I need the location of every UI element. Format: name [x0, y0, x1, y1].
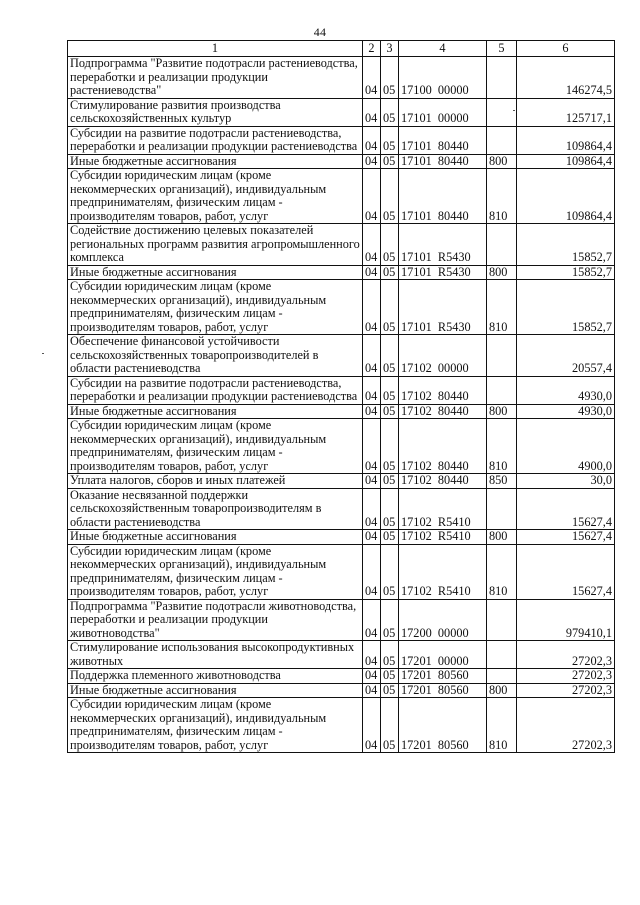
row-section-cell: 04 — [363, 544, 381, 599]
row-name-cell: Поддержка племенного животноводства — [68, 669, 363, 684]
col-header-2: 2 — [363, 41, 381, 57]
table-row — [68, 154, 615, 169]
row-target-code-cell: 17200 00000 — [399, 599, 487, 641]
row-section-cell: 04 — [363, 530, 381, 545]
col-header-4: 4 — [399, 41, 487, 57]
row-section-cell: 04 — [363, 669, 381, 684]
row-subsection-cell: 05 — [381, 280, 399, 335]
table-row — [68, 98, 615, 126]
table-row — [68, 57, 615, 99]
row-name-cell: Субсидии юридическим лицам (кроме некоммерческих организаций), индивидуальным предпринимателям, физическим лицам - производителям товаров, работ, услуг — [68, 544, 363, 599]
row-expense-type-cell: 800 — [487, 404, 517, 419]
row-target-code-cell: 17201 00000 — [399, 641, 487, 669]
row-subsection-cell: 05 — [381, 98, 399, 126]
row-expense-type-cell: 800 — [487, 683, 517, 698]
row-subsection-cell: 05 — [381, 265, 399, 280]
row-expense-type-cell: 810 — [487, 544, 517, 599]
row-subsection-cell: 05 — [381, 698, 399, 753]
row-section-cell: 04 — [363, 335, 381, 377]
row-subsection-cell: 05 — [381, 474, 399, 489]
row-subsection-cell: 05 — [381, 404, 399, 419]
row-name-cell: Иные бюджетные ассигнования — [68, 265, 363, 280]
table-row — [68, 419, 615, 474]
table-row — [68, 641, 615, 669]
row-expense-type-cell: 810 — [487, 698, 517, 753]
table-row — [68, 265, 615, 280]
row-name-cell: Подпрограмма "Развитие подотрасли растениеводства, переработки и реализации продукции растениеводства" — [68, 57, 363, 99]
row-expense-type-cell: 810 — [487, 169, 517, 224]
row-section-cell: 04 — [363, 641, 381, 669]
row-subsection-cell: 05 — [381, 530, 399, 545]
row-target-code-cell: 17102 R5410 — [399, 530, 487, 545]
row-section-cell: 04 — [363, 376, 381, 404]
row-amount-cell: 27202,3 — [517, 698, 615, 753]
row-subsection-cell: 05 — [381, 419, 399, 474]
scan-speck — [513, 110, 515, 111]
row-name-cell: Иные бюджетные ассигнования — [68, 530, 363, 545]
row-section-cell: 04 — [363, 599, 381, 641]
row-expense-type-cell: 800 — [487, 154, 517, 169]
row-subsection-cell: 05 — [381, 169, 399, 224]
row-section-cell: 04 — [363, 169, 381, 224]
row-target-code-cell: 17101 R5430 — [399, 265, 487, 280]
row-amount-cell: 15627,4 — [517, 544, 615, 599]
row-section-cell: 04 — [363, 224, 381, 266]
table-row — [68, 126, 615, 154]
table-row — [68, 376, 615, 404]
row-target-code-cell: 17101 00000 — [399, 98, 487, 126]
row-expense-type-cell: 800 — [487, 265, 517, 280]
row-section-cell: 04 — [363, 474, 381, 489]
row-target-code-cell: 17101 80440 — [399, 169, 487, 224]
row-subsection-cell: 05 — [381, 224, 399, 266]
row-amount-cell: 15627,4 — [517, 488, 615, 530]
table-row — [68, 474, 615, 489]
row-amount-cell: 30,0 — [517, 474, 615, 489]
table-row — [68, 530, 615, 545]
row-subsection-cell: 05 — [381, 599, 399, 641]
row-name-cell: Субсидии юридическим лицам (кроме некоммерческих организаций), индивидуальным предпринимателям, физическим лицам - производителям товаров, работ, услуг — [68, 280, 363, 335]
row-name-cell: Субсидии на развитие подотрасли растениеводства, переработки и реализации продукции растениеводства — [68, 126, 363, 154]
table-row — [68, 280, 615, 335]
row-amount-cell: 4930,0 — [517, 404, 615, 419]
row-section-cell: 04 — [363, 98, 381, 126]
table-row — [68, 599, 615, 641]
row-section-cell: 04 — [363, 698, 381, 753]
row-amount-cell: 4930,0 — [517, 376, 615, 404]
row-target-code-cell: 17102 R5410 — [399, 544, 487, 599]
row-amount-cell: 979410,1 — [517, 599, 615, 641]
row-target-code-cell: 17201 80560 — [399, 669, 487, 684]
budget-table — [67, 40, 615, 753]
table-row — [68, 488, 615, 530]
row-expense-type-cell — [487, 599, 517, 641]
table-header-row — [68, 41, 615, 57]
row-target-code-cell: 17102 80440 — [399, 419, 487, 474]
row-target-code-cell: 17100 00000 — [399, 57, 487, 99]
row-amount-cell: 15852,7 — [517, 224, 615, 266]
row-section-cell: 04 — [363, 265, 381, 280]
row-name-cell: Стимулирование использования высокопродуктивных животных — [68, 641, 363, 669]
row-amount-cell: 27202,3 — [517, 641, 615, 669]
row-name-cell: Субсидии юридическим лицам (кроме некоммерческих организаций), индивидуальным предпринимателям, физическим лицам - производителям товаров, работ, услуг — [68, 698, 363, 753]
row-subsection-cell: 05 — [381, 154, 399, 169]
row-expense-type-cell: 850 — [487, 474, 517, 489]
table-row — [68, 404, 615, 419]
table-row — [68, 544, 615, 599]
row-name-cell: Иные бюджетные ассигнования — [68, 683, 363, 698]
row-target-code-cell: 17201 80560 — [399, 683, 487, 698]
table-row — [68, 698, 615, 753]
table-row — [68, 335, 615, 377]
row-name-cell: Оказание несвязанной поддержки сельскохозяйственным товаропроизводителям в области растениеводства — [68, 488, 363, 530]
col-header-3: 3 — [381, 41, 399, 57]
table-row — [68, 224, 615, 266]
row-section-cell: 04 — [363, 154, 381, 169]
row-section-cell: 04 — [363, 57, 381, 99]
row-subsection-cell: 05 — [381, 57, 399, 99]
row-section-cell: 04 — [363, 683, 381, 698]
row-section-cell: 04 — [363, 126, 381, 154]
row-amount-cell: 20557,4 — [517, 335, 615, 377]
row-target-code-cell: 17102 R5410 — [399, 488, 487, 530]
row-expense-type-cell — [487, 641, 517, 669]
row-target-code-cell: 17101 R5430 — [399, 224, 487, 266]
row-amount-cell: 109864,4 — [517, 169, 615, 224]
row-amount-cell: 125717,1 — [517, 98, 615, 126]
row-name-cell: Уплата налогов, сборов и иных платежей — [68, 474, 363, 489]
table-row — [68, 683, 615, 698]
row-target-code-cell: 17102 00000 — [399, 335, 487, 377]
row-name-cell: Содействие достижению целевых показателей региональных программ развития агропромышленного комплекса — [68, 224, 363, 266]
col-header-5: 5 — [487, 41, 517, 57]
row-name-cell: Субсидии юридическим лицам (кроме некоммерческих организаций), индивидуальным предпринимателям, физическим лицам - производителям товаров, работ, услуг — [68, 169, 363, 224]
row-expense-type-cell: 810 — [487, 419, 517, 474]
row-expense-type-cell — [487, 224, 517, 266]
row-name-cell: Иные бюджетные ассигнования — [68, 154, 363, 169]
row-amount-cell: 27202,3 — [517, 669, 615, 684]
row-expense-type-cell — [487, 335, 517, 377]
row-expense-type-cell: 810 — [487, 280, 517, 335]
row-section-cell: 04 — [363, 280, 381, 335]
row-subsection-cell: 05 — [381, 669, 399, 684]
row-expense-type-cell — [487, 57, 517, 99]
row-subsection-cell: 05 — [381, 488, 399, 530]
table-row — [68, 169, 615, 224]
row-name-cell: Субсидии на развитие подотрасли растениеводства, переработки и реализации продукции растениеводства — [68, 376, 363, 404]
row-section-cell: 04 — [363, 488, 381, 530]
row-name-cell: Субсидии юридическим лицам (кроме некоммерческих организаций), индивидуальным предпринимателям, физическим лицам - производителям товаров, работ, услуг — [68, 419, 363, 474]
row-subsection-cell: 05 — [381, 683, 399, 698]
row-amount-cell: 27202,3 — [517, 683, 615, 698]
row-target-code-cell: 17102 80440 — [399, 404, 487, 419]
row-subsection-cell: 05 — [381, 335, 399, 377]
row-target-code-cell: 17101 80440 — [399, 126, 487, 154]
row-subsection-cell: 05 — [381, 126, 399, 154]
row-subsection-cell: 05 — [381, 544, 399, 599]
row-section-cell: 04 — [363, 404, 381, 419]
row-name-cell: Обеспечение финансовой устойчивости сельскохозяйственных товаропроизводителей в области растениеводства — [68, 335, 363, 377]
row-expense-type-cell — [487, 488, 517, 530]
row-expense-type-cell — [487, 376, 517, 404]
row-subsection-cell: 05 — [381, 376, 399, 404]
row-target-code-cell: 17201 80560 — [399, 698, 487, 753]
col-header-1: 1 — [68, 41, 363, 57]
row-name-cell: Стимулирование развития производства сельскохозяйственных культур — [68, 98, 363, 126]
col-header-6: 6 — [517, 41, 615, 57]
row-name-cell: Иные бюджетные ассигнования — [68, 404, 363, 419]
row-target-code-cell: 17101 80440 — [399, 154, 487, 169]
row-expense-type-cell — [487, 669, 517, 684]
row-amount-cell: 109864,4 — [517, 126, 615, 154]
row-name-cell: Подпрограмма "Развитие подотрасли животноводства, переработки и реализации продукции животноводства" — [68, 599, 363, 641]
scan-speck — [42, 353, 44, 354]
page-number: 44 — [313, 25, 327, 39]
row-amount-cell: 15852,7 — [517, 265, 615, 280]
row-expense-type-cell — [487, 126, 517, 154]
row-target-code-cell: 17101 R5430 — [399, 280, 487, 335]
row-section-cell: 04 — [363, 419, 381, 474]
row-amount-cell: 15852,7 — [517, 280, 615, 335]
row-amount-cell: 109864,4 — [517, 154, 615, 169]
row-expense-type-cell: 800 — [487, 530, 517, 545]
row-target-code-cell: 17102 80440 — [399, 376, 487, 404]
row-target-code-cell: 17102 80440 — [399, 474, 487, 489]
row-amount-cell: 4900,0 — [517, 419, 615, 474]
row-expense-type-cell — [487, 98, 517, 126]
row-amount-cell: 146274,5 — [517, 57, 615, 99]
row-amount-cell: 15627,4 — [517, 530, 615, 545]
row-subsection-cell: 05 — [381, 641, 399, 669]
table-row — [68, 669, 615, 684]
